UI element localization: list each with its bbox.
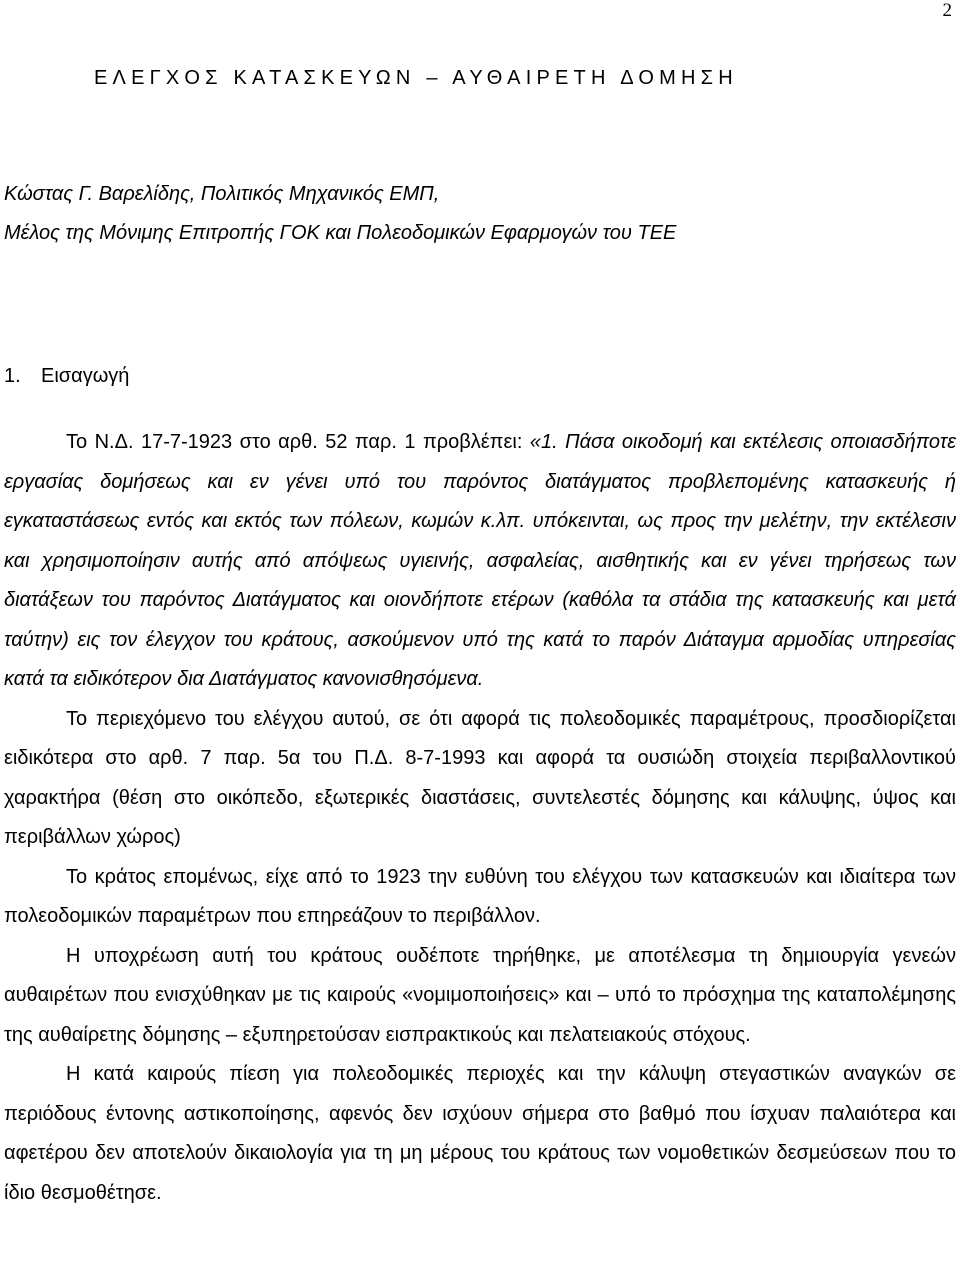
body-text: [4, 423, 956, 1213]
page-number: 2: [942, 0, 952, 21]
paragraph-4: Η υποχρέωση αυτή του κράτους ουδέποτε τηρήθηκε, με αποτέλεσμα τη δημιουργία γενεών αυθαιρέτων που ενισχύθηκαν με τις καιρούς «νομιμοποιήσεις» και – υπό το πρόσχημα της καταπολέμησης της αυθαίρετης δόμησης – εξυπηρετούσαν εισπρακτικούς και πελατειακούς στόχους.: [4, 944, 956, 1046]
paragraph-2: Το περιεχόμενο του ελέγχου αυτού, σε ότι αφορά τις πολεοδομικές παραμέτρους, προσδιορίζεται ειδικότερα στο αρθ. 7 παρ. 5α του Π.Δ. 8-7-1993 και αφορά τα ουσιώδη στοιχεία περιβαλλοντικού χαρακτήρα (θέση στο οικόπεδο, εξωτερικές διαστάσεις, συντελεστές δόμησης και κάλυψης, ύψος και περιβάλλων χώρος): [4, 707, 956, 848]
author-block: [4, 175, 944, 253]
section-number: 1.: [4, 365, 21, 387]
paragraph-5: Η κατά καιρούς πίεση για πολεοδομικές περιοχές και την κάλυψη στεγαστικών αναγκών σε περιόδους έντονης αστικοποίησης, αφενός δεν ισχύουν σήμερα στο βαθμό που ίσχυαν παλαιότερα και αφετέρου δεν αποτελούν δικαιολογία για τη μη μέρους του κράτους των νομοθετικών δεσμεύσεων που το ίδιο θεσμοθέτησε.: [4, 1063, 956, 1204]
paragraph-1: [4, 423, 956, 700]
section-heading: [4, 362, 129, 390]
legal-quote: «1. Πάσα οικοδομή και εκτέλεσις οποιασδήποτε εργασίας δομήσεως και εν γένει υπό του παρόντος διατάγματος προβλεπομένης κατασκευής ή εγκαταστάσεως εντός και εκτός των πόλεων, κωμών κ.λπ. υπόκεινται, ως προς την μελέτην, την εκτέλεσιν και χρησιμοποίησιν αυτής από απόψεως υγιεινής, ασφαλείας, αισθητικής και εν γένει τηρήσεως των διατάξεων του παρόντος Διατάγματος και οιονδήποτε ετέρων (καθόλα τα στάδια της κατασκευής και μετά ταύτην) εις τον έλεγχον του κράτους, ασκούμενον υπό της κατά το παρόν Διάταγμα αρμοδίας υπηρεσίας κατά τα ειδικότερον δια Διατάγματος κανονισθησόμενα.: [4, 431, 956, 690]
paragraph-1-intro: Το Ν.Δ. 17-7-1923 στο αρθ. 52 παρ. 1 προβλέπει:: [66, 431, 530, 453]
document-title: ΕΛΕΓΧΟΣ ΚΑΤΑΣΚΕΥΩΝ – ΑΥΘΑΙΡΕΤΗ ΔΟΜΗΣΗ: [94, 67, 738, 89]
paragraph-3: Το κράτος επομένως, είχε από το 1923 την ευθύνη του ελέγχου των κατασκευών και ιδιαίτερα των πολεοδομικών παραμέτρων που επηρεάζουν το περιβάλλον.: [4, 865, 956, 927]
author-name-line: Κώστας Γ. Βαρελίδης, Πολιτικός Μηχανικός ΕΜΠ,: [4, 183, 440, 205]
author-affiliation-line: Μέλος της Μόνιμης Επιτροπής ΓΟΚ και Πολεοδομικών Εφαρμογών του ΤΕΕ: [4, 222, 677, 244]
section-title: Εισαγωγή: [41, 365, 130, 387]
